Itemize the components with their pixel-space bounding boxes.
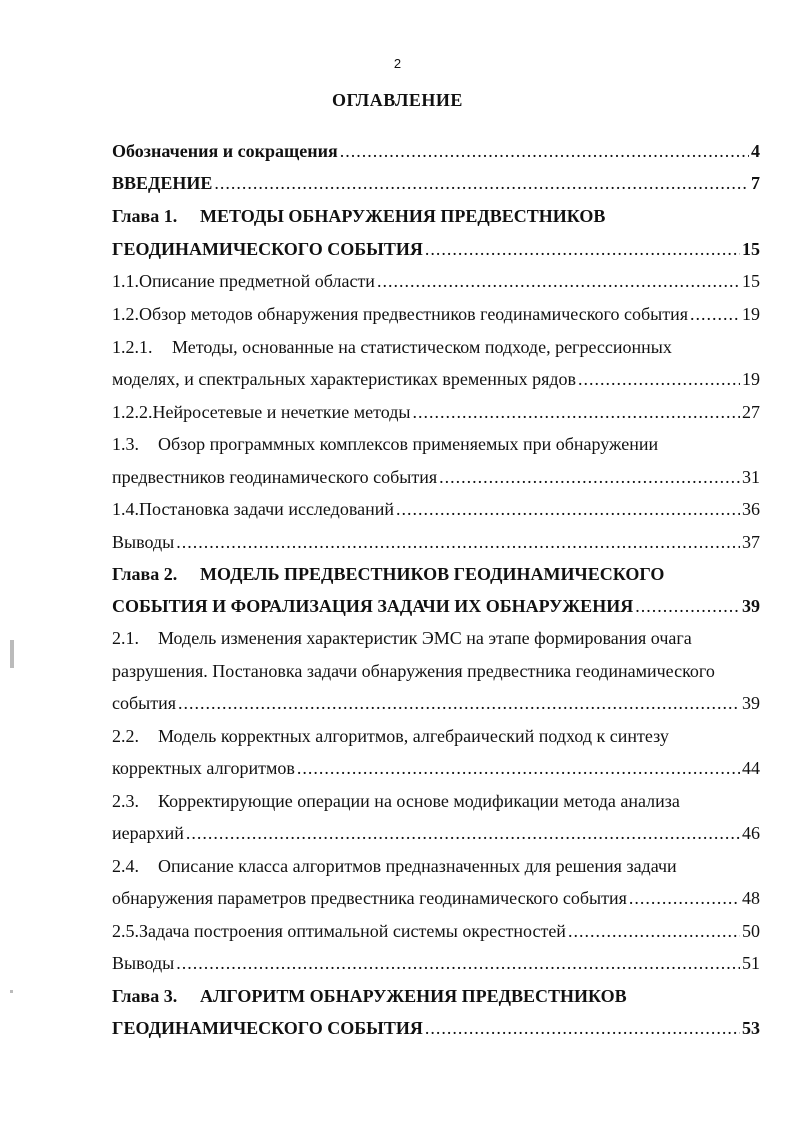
toc-leader	[578, 369, 740, 390]
toc-entry-2-4[interactable]	[112, 856, 760, 880]
toc-leader	[568, 921, 740, 942]
toc-page: 46	[742, 823, 760, 843]
toc-entry-text: МОДЕЛЬ ПРЕДВЕСТНИКОВ ГЕОДИНАМИЧЕСКОГО	[200, 564, 665, 584]
toc-number: 1.2.1.	[112, 337, 153, 357]
toc-entry-text: Нейросетевые и нечеткие методы	[152, 402, 411, 422]
toc-number: 1.2.2.	[112, 402, 153, 422]
toc-entry-1-3[interactable]	[112, 434, 760, 458]
toc-page: 31	[742, 467, 760, 487]
toc-leader	[176, 953, 740, 974]
toc-entry-1-1[interactable]	[112, 271, 760, 295]
toc-page: 48	[742, 888, 760, 908]
toc-entry-text: МЕТОДЫ ОБНАРУЖЕНИЯ ПРЕДВЕСТНИКОВ	[200, 206, 606, 226]
toc-page: 19	[742, 304, 760, 324]
toc-page: 39	[742, 596, 760, 616]
toc-entry-2-1[interactable]	[112, 628, 760, 652]
toc-entry-text: события	[112, 693, 177, 713]
toc-leader	[377, 271, 740, 292]
toc-entry-1-2-1[interactable]	[112, 337, 760, 361]
page-number: 2	[393, 56, 402, 71]
toc-entry-text: Обозначения и сокращения	[112, 141, 338, 161]
toc-entry-text: Корректирующие операции на основе модификации метода анализа	[158, 791, 680, 811]
toc-entry-1-2-1-cont[interactable]	[112, 369, 760, 393]
toc-entry-2-1-cont2[interactable]	[112, 693, 760, 717]
toc-number: Глава 2.	[112, 564, 178, 584]
toc-entry-text: ГЕОДИНАМИЧЕСКОГО СОБЫТИЯ	[112, 239, 423, 259]
toc-entry-text: иерархий	[112, 823, 184, 843]
toc-entry-text: АЛГОРИТМ ОБНАРУЖЕНИЯ ПРЕДВЕСТНИКОВ	[200, 986, 627, 1006]
toc-entry-text: ГЕОДИНАМИЧЕСКОГО СОБЫТИЯ	[112, 1018, 423, 1038]
toc-leader	[425, 1018, 740, 1039]
toc-entry-text: обнаружения параметров предвестника геодинамического события	[112, 888, 627, 908]
toc-entry-2-4-cont[interactable]	[112, 888, 760, 912]
toc-number: 2.5.	[112, 921, 139, 941]
toc-leader	[186, 823, 740, 844]
toc-number: Глава 3.	[112, 986, 178, 1006]
toc-page: 36	[742, 499, 760, 519]
toc-page: 4	[751, 141, 760, 161]
toc-number: 2.1.	[112, 628, 139, 648]
toc-entry-2-5[interactable]	[112, 921, 760, 945]
toc-leader	[690, 304, 740, 325]
toc-entry-text: Методы, основанные на статистическом подходе, регрессионных	[172, 337, 672, 357]
toc-entry-text: Обзор программных комплексов применяемых при обнаружении	[158, 434, 659, 454]
toc-entry-text: Описание предметной области	[139, 271, 375, 291]
toc-entry-1-4[interactable]	[112, 499, 760, 523]
toc-entry-2-1-cont[interactable]	[112, 661, 760, 685]
toc-entry-text: СОБЫТИЯ И ФОРАЛИЗАЦИЯ ЗАДАЧИ ИХ ОБНАРУЖЕНИЯ	[112, 596, 634, 616]
toc-leader	[176, 532, 740, 553]
toc-entry-conclusions-2[interactable]	[112, 953, 760, 977]
toc-entry-1-3-cont[interactable]	[112, 467, 760, 491]
toc-entry-1-2-2[interactable]	[112, 402, 760, 426]
toc-entry-conclusions-1[interactable]	[112, 532, 760, 556]
toc-page: 15	[742, 271, 760, 291]
toc-leader	[439, 467, 740, 488]
toc-page: 7	[751, 173, 760, 193]
toc-number: 1.4.	[112, 499, 139, 519]
toc-entry-chapter-3[interactable]	[112, 986, 760, 1010]
toc-entry-chapter-3-cont[interactable]	[112, 1018, 760, 1042]
toc-number: 2.3.	[112, 791, 139, 811]
toc-entry-chapter-2-cont[interactable]	[112, 596, 760, 620]
toc-entry-text: Модель корректных алгоритмов, алгебраический подход к синтезу	[158, 726, 669, 746]
toc-page: 15	[742, 239, 760, 259]
toc-leader	[413, 402, 740, 423]
toc-entry-1-2[interactable]	[112, 304, 760, 328]
toc-entry-2-3-cont[interactable]	[112, 823, 760, 847]
toc-number: Глава 1.	[112, 206, 178, 226]
toc-entry-2-2-cont[interactable]	[112, 758, 760, 782]
toc-number: 1.2.	[112, 304, 139, 324]
toc-leader	[340, 141, 749, 162]
toc-entry-text: Описание класса алгоритмов предназначенных для решения задачи	[158, 856, 677, 876]
toc-number: 1.3.	[112, 434, 139, 454]
toc-leader	[635, 596, 740, 617]
toc-entry-text: Задача построения оптимальной системы окрестностей	[139, 921, 566, 941]
toc-leader	[396, 499, 740, 520]
toc-leader	[425, 239, 740, 260]
toc-entry-text: корректных алгоритмов	[112, 758, 295, 778]
toc-entry-text: Модель изменения характеристик ЭМС на этапе формирования очага	[158, 628, 692, 648]
toc-page: 51	[742, 953, 760, 973]
toc-entry-2-2[interactable]	[112, 726, 760, 750]
toc-page: 37	[742, 532, 760, 552]
toc-page: 44	[742, 758, 760, 778]
toc-entry-text: моделях, и спектральных характеристиках временных рядов	[112, 369, 577, 389]
toc-entry-text: Выводы	[112, 532, 175, 552]
toc-entry-chapter-2[interactable]	[112, 564, 760, 588]
toc-number: 2.4.	[112, 856, 139, 876]
toc-leader	[629, 888, 740, 909]
toc-leader	[178, 693, 740, 714]
toc-entry-text: Выводы	[112, 953, 175, 973]
toc-page: 53	[742, 1018, 760, 1038]
toc-entry-text: ВВЕДЕНИЕ	[112, 173, 213, 193]
toc-entry-text: Обзор методов обнаружения предвестников геодинамического события	[139, 304, 688, 324]
toc-number: 1.1.	[112, 271, 139, 291]
toc-entry-2-3[interactable]	[112, 791, 760, 815]
toc-entry-abbreviations[interactable]	[112, 141, 760, 165]
toc-title: ОГЛАВЛЕНИЕ	[332, 90, 463, 110]
scan-artifact	[10, 990, 13, 993]
toc-entry-chapter-1-cont[interactable]	[112, 239, 760, 263]
toc-page: 50	[742, 921, 760, 941]
toc-entry-introduction[interactable]	[112, 173, 760, 197]
toc-entry-chapter-1[interactable]	[112, 206, 760, 230]
scan-artifact	[10, 640, 14, 668]
toc-leader	[297, 758, 740, 779]
toc-entry-text: Постановка задачи исследований	[139, 499, 394, 519]
toc-entry-text: разрушения. Постановка задачи обнаружения предвестника геодинамического	[112, 661, 715, 681]
toc-page: 39	[742, 693, 760, 713]
toc-entry-text: предвестников геодинамического события	[112, 467, 438, 487]
toc-page: 19	[742, 369, 760, 389]
toc-number: 2.2.	[112, 726, 139, 746]
toc-page: 27	[742, 402, 760, 422]
toc-leader	[214, 173, 749, 194]
